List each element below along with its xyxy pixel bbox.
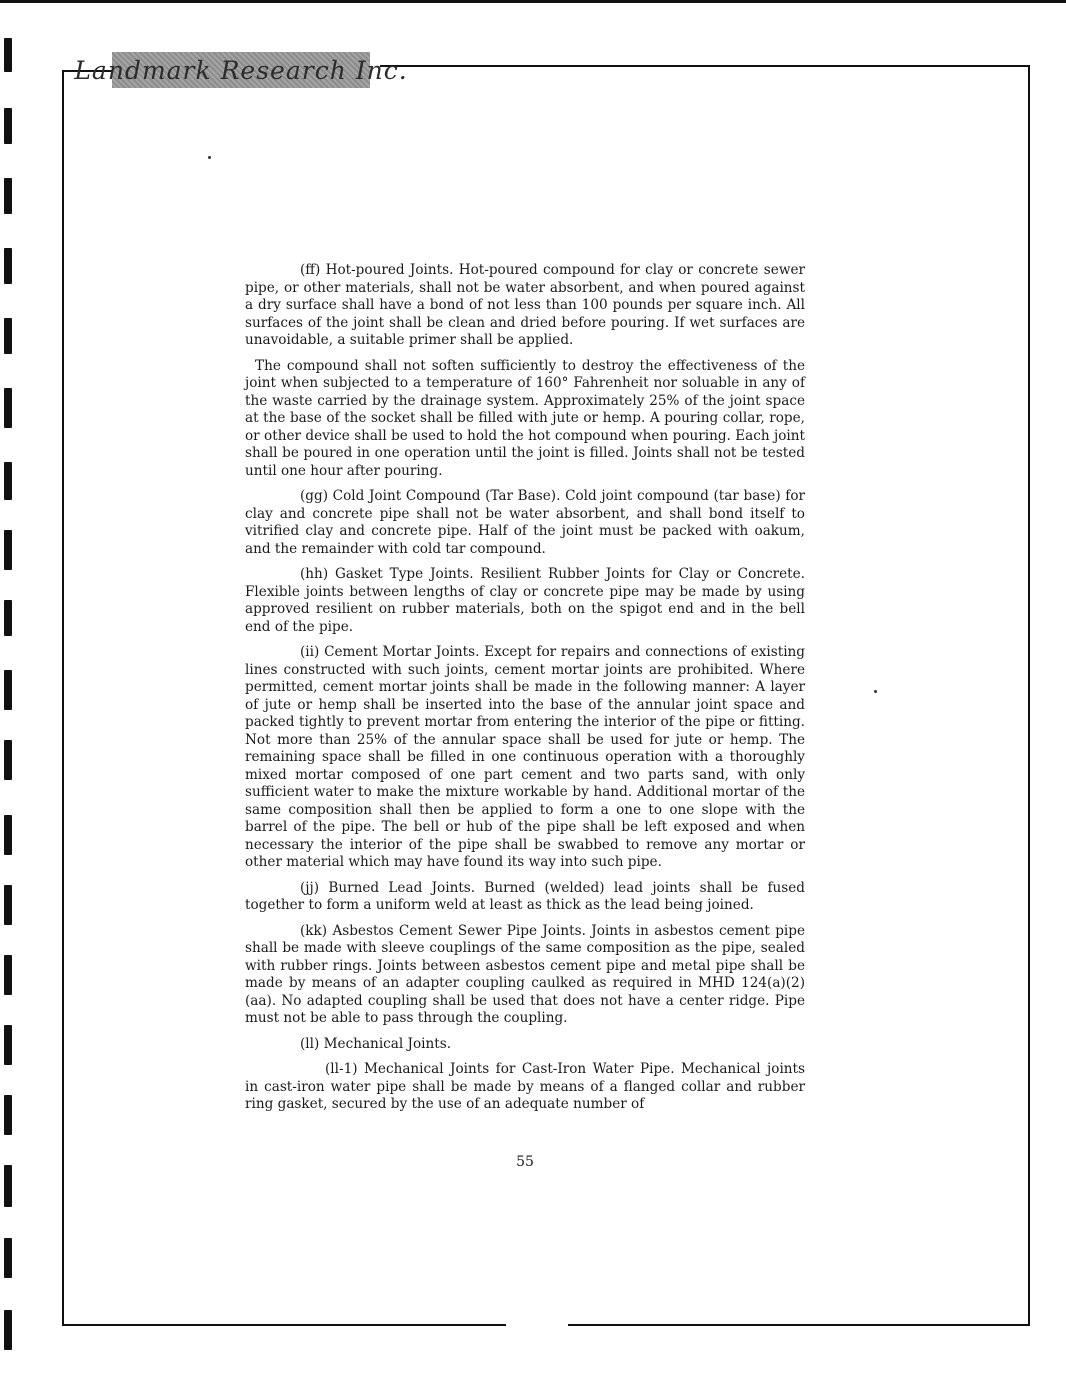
binding-hole xyxy=(4,1025,12,1065)
binding-hole xyxy=(4,740,12,780)
logo-text: Landmark Research Inc. xyxy=(74,55,408,85)
paragraph-hh: (hh) Gasket Type Joints. Resilient Rubber Joints for Clay or Concrete. Flexible joints between lengths of clay or concrete pipe may be made by using approved resilient on rubber materials, both on the spigot end and in the bell end of the pipe. xyxy=(245,566,805,635)
paragraph-ll-1: (ll-1) Mechanical Joints for Cast-Iron Water Pipe. Mechanical joints in cast-iron water pipe shall be made by means of a flanged collar and rubber ring gasket, secured by the use of an adequate number of xyxy=(245,1061,805,1112)
paragraph-ll: (ll) Mechanical Joints. xyxy=(300,1035,452,1052)
binding-hole xyxy=(4,1310,12,1350)
frame-border-right xyxy=(1028,65,1030,1326)
scan-speck xyxy=(874,690,877,693)
frame-border-top-right xyxy=(380,65,1030,67)
scan-speck xyxy=(208,156,211,159)
page-top-edge xyxy=(0,0,1066,3)
binding-hole xyxy=(4,815,12,855)
binding-hole xyxy=(4,108,12,144)
binding-hole xyxy=(4,1095,12,1135)
binding-hole xyxy=(4,530,12,570)
binding-hole xyxy=(4,600,12,636)
binding-hole xyxy=(4,318,12,354)
binding-hole xyxy=(4,462,12,500)
paragraph-jj: (jj) Burned Lead Joints. Burned (welded) lead joints shall be fused together to form a uniform weld at least as thick as the lead being joined. xyxy=(245,879,805,913)
frame-border-bottom-right xyxy=(568,1324,1030,1326)
binding-hole xyxy=(4,1238,12,1278)
page-number: 55 xyxy=(516,1154,534,1170)
paragraph-kk: (kk) Asbestos Cement Sewer Pipe Joints. Joints in asbestos cement pipe shall be made with sleeve couplings of the same composition as the pipe, sealed with rubber rings. Joints between asbestos cement pipe and metal pipe shall be made by means of an adapter coupling caulked as required in MHD 124(a)(2)(aa). No adapted coupling shall be used that does not have a center ridge. Pipe must not be able to pass through the coupling. xyxy=(245,922,805,1026)
binding-hole xyxy=(4,1165,12,1207)
binding-hole xyxy=(4,178,12,214)
document-body xyxy=(245,262,805,1122)
binding-hole xyxy=(4,885,12,925)
paragraph-ii: (ii) Cement Mortar Joints. Except for repairs and connections of existing lines constructed with such joints, cement mortar joints are prohibited. Where permitted, cement mortar joints shall be made in the following manner: A layer of jute or hemp shall be inserted into the base of the annular joint space and packed tightly to prevent mortar from entering the interior of the pipe or fitting. Not more than 25% of the annular space shall be used for jute or hemp. The remaining space shall be filled in one continuous operation with a thoroughly mixed mortar composed of one part cement and two parts sand, with only sufficient water to make the mixture workable by hand. Additional mortar of the same composition shall then be applied to form a one to one slope with the barrel of the pipe. The bell or hub of the pipe shall be left exposed and when necessary the interior of the pipe shall be swabbed to remove any mortar or other material which may have found its way into such pipe. xyxy=(245,644,805,870)
binding-hole xyxy=(4,955,12,995)
logo-banner xyxy=(74,52,408,88)
frame-border-bottom-left xyxy=(62,1324,506,1326)
binding-hole xyxy=(4,38,12,72)
paragraph-ff-continued: The compound shall not soften sufficiently to destroy the effectiveness of the joint when subjected to a temperature of 160° Fahrenheit nor soluable in any of the waste carried by the drainage system. Approximately 25% of the joint space at the base of the socket shall be filled with jute or hemp. A pouring collar, rope, or other device shall be used to hold the hot compound when pouring. Each joint shall be poured in one operation until the joint is filled. Joints shall not be tested until one hour after pouring. xyxy=(245,357,805,479)
binding-hole xyxy=(4,388,12,428)
binding-hole xyxy=(4,248,12,284)
paragraph-ff: (ff) Hot-poured Joints. Hot-poured compound for clay or concrete sewer pipe, or other materials, shall not be water absorbent, and when poured against a dry surface shall have a bond of not less than 100 pounds per square inch. All surfaces of the joint shall be clean and dried before pouring. If wet surfaces are unavoidable, a suitable primer shall be applied. xyxy=(245,262,805,348)
binding-hole xyxy=(4,670,12,710)
frame-border-left xyxy=(62,70,64,1326)
paragraph-gg: (gg) Cold Joint Compound (Tar Base). Cold joint compound (tar base) for clay and concrete pipe shall not be water absorbent, and shall bond itself to vitrified clay and concrete pipe. Half of the joint must be packed with oakum, and the remainder with cold tar compound. xyxy=(245,488,805,557)
